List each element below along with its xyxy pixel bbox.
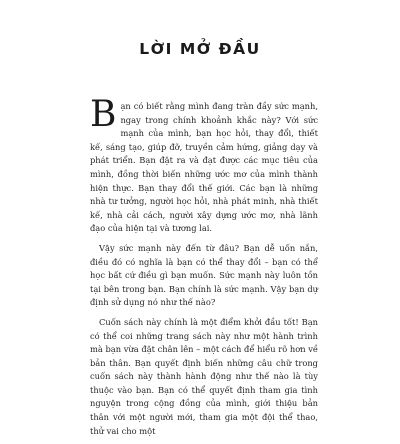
body-text	[90, 94, 318, 444]
paragraph-2: Vậy sức mạnh này đến từ đâu? Bạn dễ uốn nắn, điều đó có nghĩa là bạn có thể thay đổi – bạn có thể học bất cứ điều gì bạn muốn. Sức mạnh này luôn tồn tại bên trong bạn. Bạn chính là sức mạnh. Vậy bạn dự định sử dụng nó như thế nào?	[90, 242, 318, 308]
paragraph-1	[90, 94, 318, 236]
paragraph-3: Cuốn sách này chính là một điểm khởi đầu tốt! Bạn có thể coi những trang sách này như một hành trình mà bạn vừa đặt chân lên – một cách để hiểu rõ hơn về bản thân. Bạn quyết định biến những câu chữ trong cuốn sách này thành hành động như thế nào là tùy thuộc vào bạn. Bạn có thể quyết định tham gia tình nguyện trong cộng đồng của mình, giới thiệu bản thân với một người mới, tham gia một đội thể thao, thử vai cho một	[90, 316, 318, 436]
drop-cap: B	[90, 94, 117, 135]
page-title: LỜI MỞ ĐẦU	[139, 40, 261, 58]
paragraph-1-text: ạn có biết rằng mình đang tràn đầy sức mạnh, ngay trong chính khoảnh khắc này? Với sức mạnh của mình, bạn học hỏi, thay đổi, thiết kế, sáng tạo, giúp đỡ, truyền cảm hứng, giảng dạy và phát triển. Bạn đặt ra và đạt được các mục tiêu của mình, đồng thời biến những ước mơ của mình thành hiện thực. Bạn thay đổi thế giới. Các bạn là những nhà tư tưởng, người học hỏi, nhà phát minh, nhà thiết kế, nhà cải cách, người xây dựng ước mơ, nhà lãnh đạo của hiện tại và tương lai.	[90, 101, 318, 234]
